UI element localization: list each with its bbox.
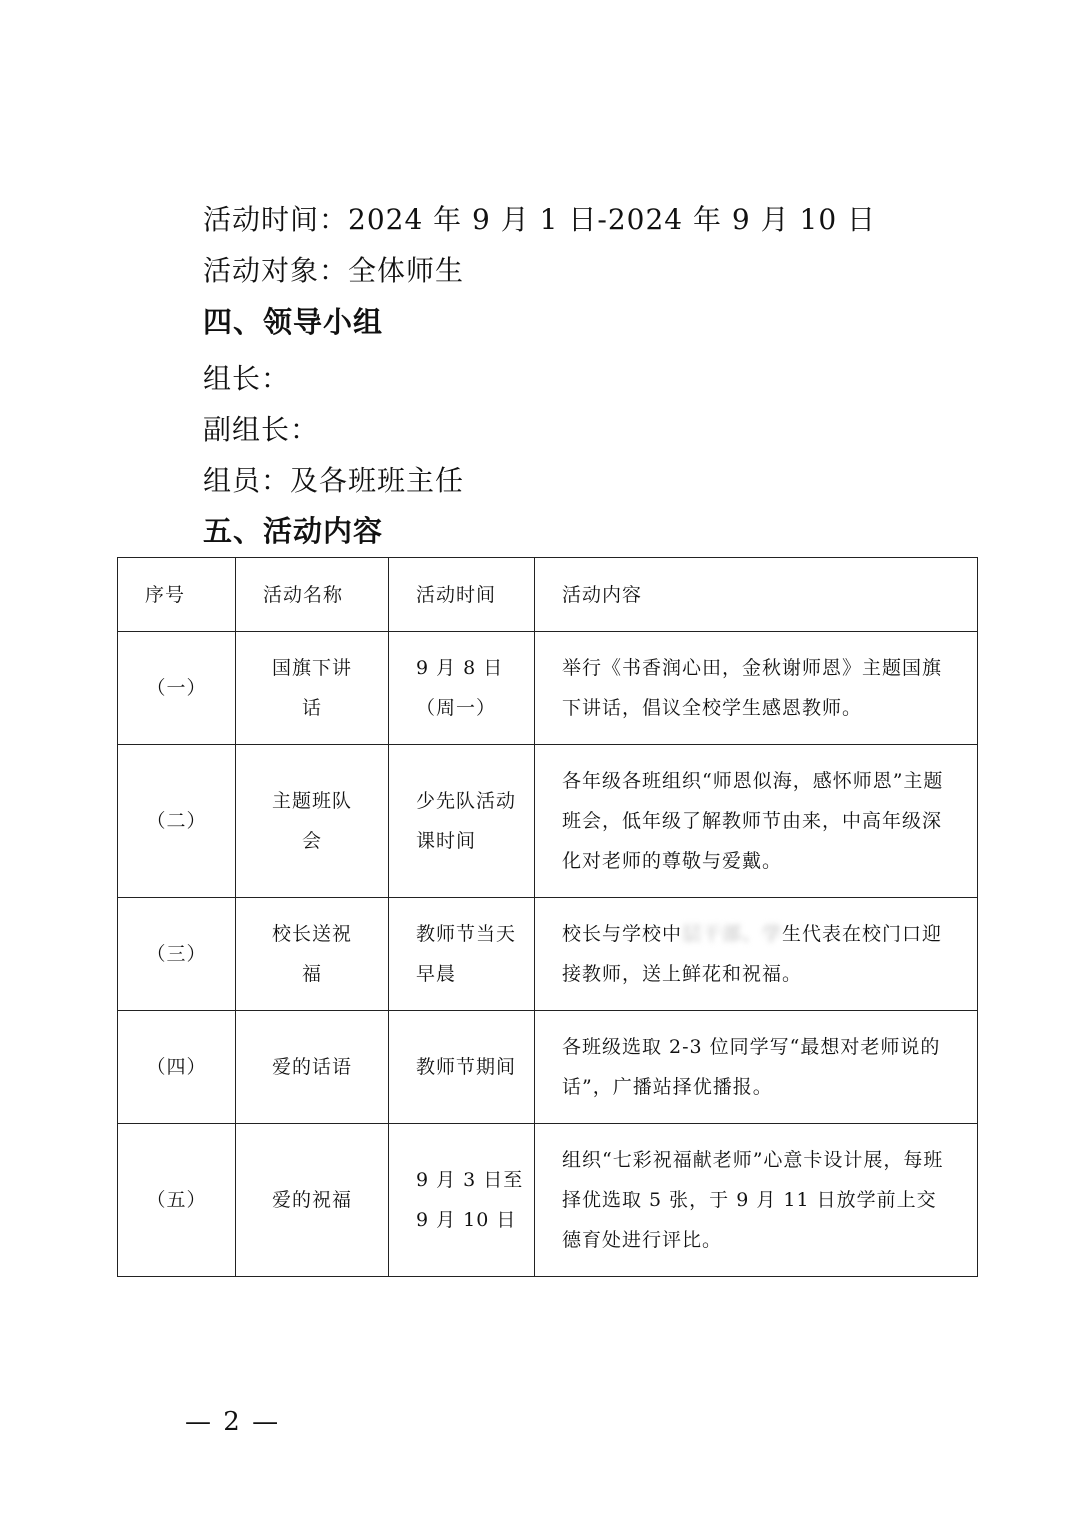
activity-target: 活动对象：全体师生: [203, 254, 465, 287]
row-number: （二）: [118, 745, 236, 898]
header-activity-name: 活动名称: [236, 558, 389, 632]
content-text-end: 生代表在校门口迎接教师，送上鲜花和祝福。: [562, 923, 943, 985]
table-row: [118, 632, 978, 745]
activity-table: [117, 557, 978, 1277]
table-row: [118, 1124, 978, 1277]
table-header-row: [118, 558, 978, 632]
row-activity-content: [535, 898, 978, 1011]
vice-group-leader: 副组长：: [203, 413, 320, 446]
content-text-start: 校长与学校中: [562, 923, 683, 945]
page-number: — 2 —: [185, 1407, 281, 1437]
table-row: [118, 898, 978, 1011]
row-activity-time: 9 月 8 日（周一）: [389, 632, 535, 745]
header-activity-content: 活动内容: [535, 558, 978, 632]
row-activity-name: 主题班队会: [271, 790, 352, 852]
row-activity-content: 举行《书香润心田，金秋谢师恩》主题国旗下讲话，倡议全校学生感恩教师。: [535, 632, 978, 745]
header-number: 序号: [118, 558, 236, 632]
row-activity-name: 爱的话语: [271, 1056, 352, 1078]
row-activity-name: 爱的祝福: [271, 1189, 352, 1211]
table-row: [118, 1011, 978, 1124]
row-number: （三）: [118, 898, 236, 1011]
table-row: [118, 745, 978, 898]
row-number: （四）: [118, 1011, 236, 1124]
blurred-redaction: 层干部、学: [682, 923, 783, 945]
activity-time: 活动时间：2024 年 9 月 1 日-2024 年 9 月 10 日: [203, 203, 877, 236]
row-activity-time: 9 月 3 日至 9 月 10 日: [389, 1124, 535, 1277]
row-activity-content: 组织“七彩祝福献老师”心意卡设计展，每班择优选取 5 张，于 9 月 11 日放学前上交德育处进行评比。: [535, 1124, 978, 1277]
row-activity-name: 国旗下讲话: [271, 657, 352, 719]
row-activity-content: 各班级选取 2-3 位同学写“最想对老师说的话”，广播站择优播报。: [535, 1011, 978, 1124]
row-number: （五）: [118, 1124, 236, 1277]
row-activity-time: 教师节期间: [389, 1011, 535, 1124]
row-number: （一）: [118, 632, 236, 745]
group-members: 组员：及各班班主任: [203, 464, 465, 497]
section-heading-activities: 五、活动内容: [203, 514, 384, 548]
group-leader: 组长：: [203, 362, 291, 395]
row-activity-time: 少先队活动课时间: [389, 745, 535, 898]
header-activity-time: 活动时间: [389, 558, 535, 632]
section-heading-leadership: 四、领导小组: [203, 305, 384, 339]
row-activity-name: 校长送祝福: [271, 923, 352, 985]
row-activity-time: 教师节当天早晨: [389, 898, 535, 1011]
row-activity-content: 各年级各班组织“师恩似海，感怀师恩”主题班会，低年级了解教师节由来，中高年级深化对老师的尊敬与爱戴。: [535, 745, 978, 898]
